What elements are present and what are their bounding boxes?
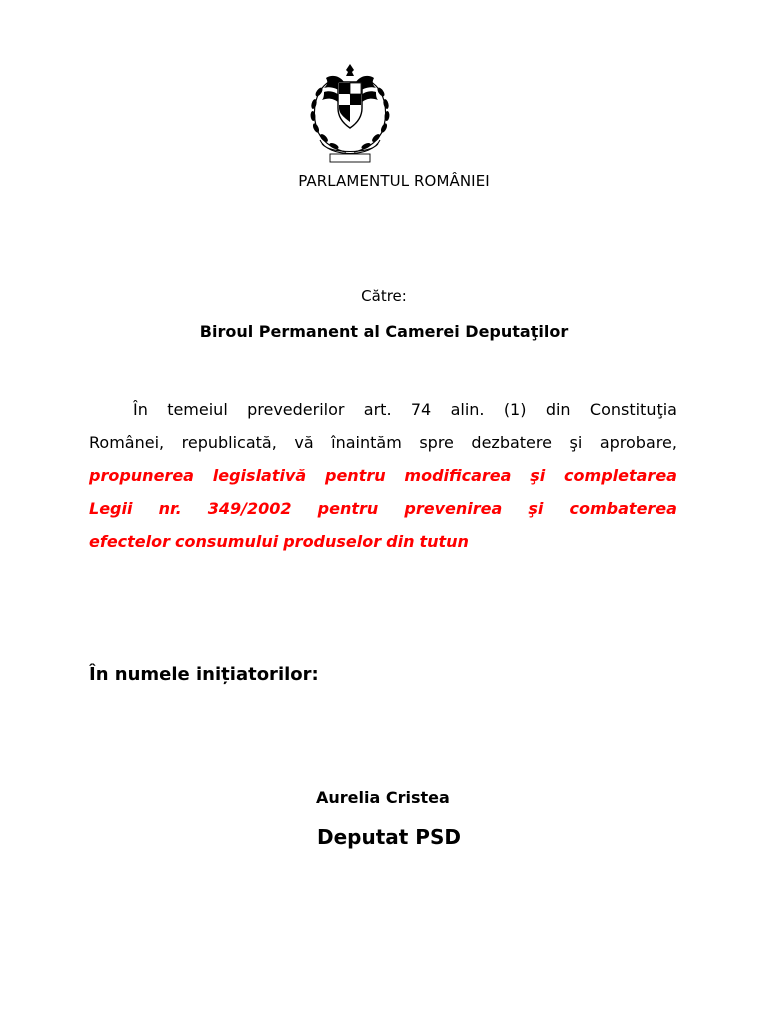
- word: tutun: [419, 532, 469, 551]
- word: aprobare,: [599, 433, 677, 452]
- word: Constituţia: [589, 400, 677, 419]
- word: pentru: [325, 466, 386, 485]
- legislative-proposal-line-2: [89, 499, 677, 521]
- institution-title: PARLAMENTUL ROMÂNIEI: [298, 172, 490, 190]
- legislative-proposal-line-3: [89, 532, 677, 554]
- legislative-proposal-line-1: [89, 466, 677, 488]
- body-line-2: [89, 433, 677, 455]
- word: propunerea: [89, 466, 194, 485]
- word: alin.: [450, 400, 485, 419]
- initiators-heading: În numele inițiatorilor:: [89, 664, 319, 685]
- word: Românei,: [89, 433, 165, 452]
- word: republicată,: [181, 433, 277, 452]
- word: prevenirea: [404, 499, 503, 518]
- word: 349/2002: [207, 499, 292, 518]
- word: din: [545, 400, 571, 419]
- word: efectelor: [89, 532, 171, 551]
- signatory-title: Deputat PSD: [317, 825, 461, 849]
- word: (1): [503, 400, 527, 419]
- signatory-name: Aurelia Cristea: [316, 788, 450, 807]
- word: 74: [410, 400, 432, 419]
- addressee-label: Către:: [361, 287, 407, 305]
- word: spre: [419, 433, 454, 452]
- word: dezbatere: [471, 433, 552, 452]
- word: prevederilor: [247, 400, 345, 419]
- word: şi: [528, 499, 544, 518]
- word: art.: [363, 400, 392, 419]
- word: combaterea: [569, 499, 677, 518]
- word: pentru: [317, 499, 379, 518]
- word: temeiul: [167, 400, 228, 419]
- chamber-of-deputies-seal-icon: [302, 58, 398, 164]
- word: Legii: [89, 499, 133, 518]
- word: În: [133, 400, 148, 419]
- word: legislativă: [212, 466, 307, 485]
- word: vă: [294, 433, 314, 452]
- word: nr.: [158, 499, 182, 518]
- word: şi: [569, 433, 583, 452]
- word: şi: [530, 466, 546, 485]
- word: înaintăm: [331, 433, 402, 452]
- word: din: [386, 532, 415, 551]
- word: produselor: [283, 532, 382, 551]
- recipient-name: Biroul Permanent al Camerei Deputaţilor: [199, 322, 569, 341]
- word: completarea: [564, 466, 677, 485]
- body-line-1: [89, 400, 677, 422]
- word: consumului: [175, 532, 279, 551]
- word: modificarea: [404, 466, 512, 485]
